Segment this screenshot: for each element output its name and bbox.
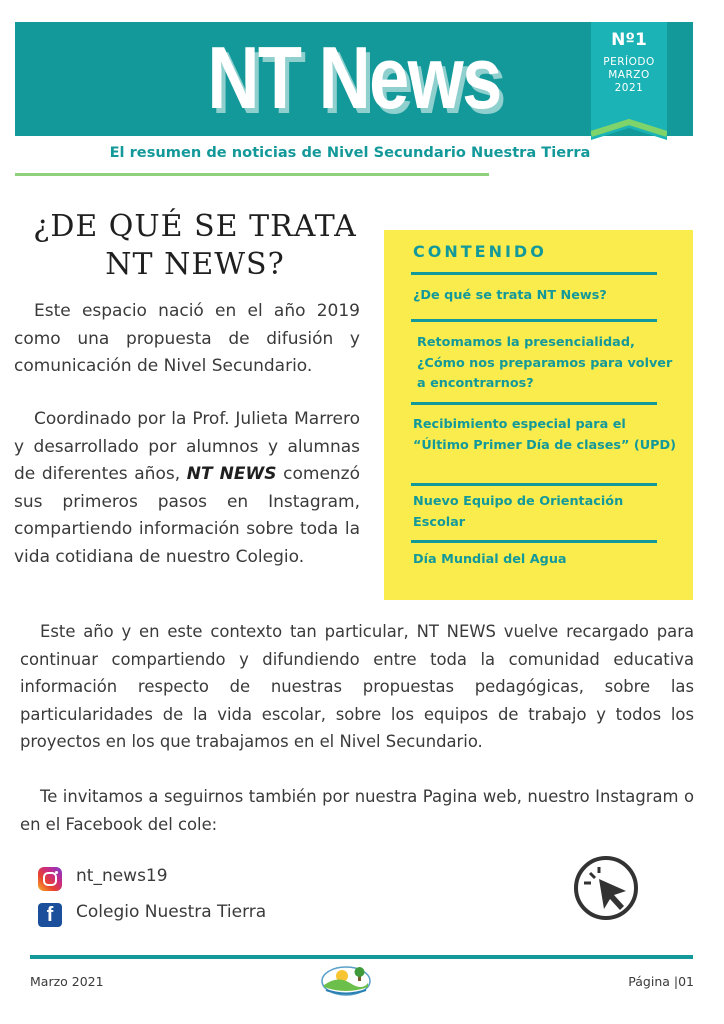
facebook-page-name[interactable]: Colegio Nuestra Tierra: [76, 902, 267, 922]
contents-item-2[interactable]: Retomamos la presencialidad, ¿Cómo nos preparamos para volver a encontrarnos?: [417, 335, 673, 391]
contents-item-1[interactable]: ¿De qué se trata NT News?: [413, 288, 607, 303]
issue-period-label: PERÍODO: [603, 56, 655, 68]
contents-box: [384, 230, 693, 600]
masthead-title: NT News: [207, 28, 501, 127]
paragraph-this-year: Este año y en este contexto tan particular, NT NEWS vuelve recargado para continuar compartiendo y difundiendo entre toda la comunidad educativa información respecto de nuestras propuestas pedagógicas, sobre las particularidades de la vida escolar, sobre los equipos de trabajo y todos los proyectos en los que trabajamos en el Nivel Secundario.: [20, 622, 694, 751]
contents-item-5[interactable]: Día Mundial del Agua: [413, 552, 567, 567]
contents-divider: [411, 402, 657, 405]
contents-divider: [411, 272, 657, 275]
paragraph-coordination-end: comenzó sus primeros pasos en Instagram, compartiendo información sobre toda la vida cotidiana de nuestro Colegio.: [14, 464, 361, 567]
issue-month: MARZO: [608, 69, 650, 81]
instagram-handle[interactable]: nt_news19: [76, 866, 168, 886]
contents-divider: [411, 483, 657, 486]
contents-title: CONTENIDO: [413, 242, 547, 261]
newsletter-subtitle: El resumen de noticias de Nivel Secundario Nuestra Tierra: [109, 144, 591, 161]
nt-news-emphasis: NT NEWS: [186, 464, 277, 484]
paragraph-intro: Este espacio nació en el año 2019 como una propuesta de difusión y comunicación de Nivel Secundario.: [14, 301, 360, 376]
instagram-icon[interactable]: [38, 867, 62, 891]
footer-page-number: Página |01: [628, 974, 694, 989]
article-heading: [20, 208, 370, 284]
subtitle-divider: [15, 173, 489, 176]
badge-chevron-icon: [591, 100, 667, 140]
issue-badge: [591, 22, 667, 110]
click-cursor-icon: [566, 851, 646, 931]
contents-item-4[interactable]: Nuevo Equipo de Orientación Escolar: [413, 494, 624, 530]
footer-date: Marzo 2021: [30, 974, 104, 989]
school-logo-icon: [320, 961, 372, 997]
issue-number: Nº1: [611, 30, 647, 50]
paragraph-coordination-start: Coordinado por la Prof. Julieta Marrero y desarrollado por alumnos y alumnas de diferentes años,: [14, 409, 360, 484]
contents-divider: [411, 319, 657, 322]
contents-item-3[interactable]: Recibimiento especial para el “Último Primer Día de clases” (UPD): [413, 417, 676, 453]
heading-line-2: NT NEWS?: [105, 247, 285, 282]
heading-line-1: ¿DE QUÉ SE TRATA: [33, 209, 357, 244]
paragraph-invitation: Te invitamos a seguirnos también por nuestra Pagina web, nuestro Instagram o en el Facebook del cole:: [20, 787, 694, 834]
footer-divider: [30, 955, 693, 959]
contents-divider: [411, 540, 657, 543]
facebook-icon[interactable]: f: [38, 903, 62, 927]
issue-year: 2021: [614, 82, 644, 94]
paragraph-coordination: [14, 406, 360, 571]
